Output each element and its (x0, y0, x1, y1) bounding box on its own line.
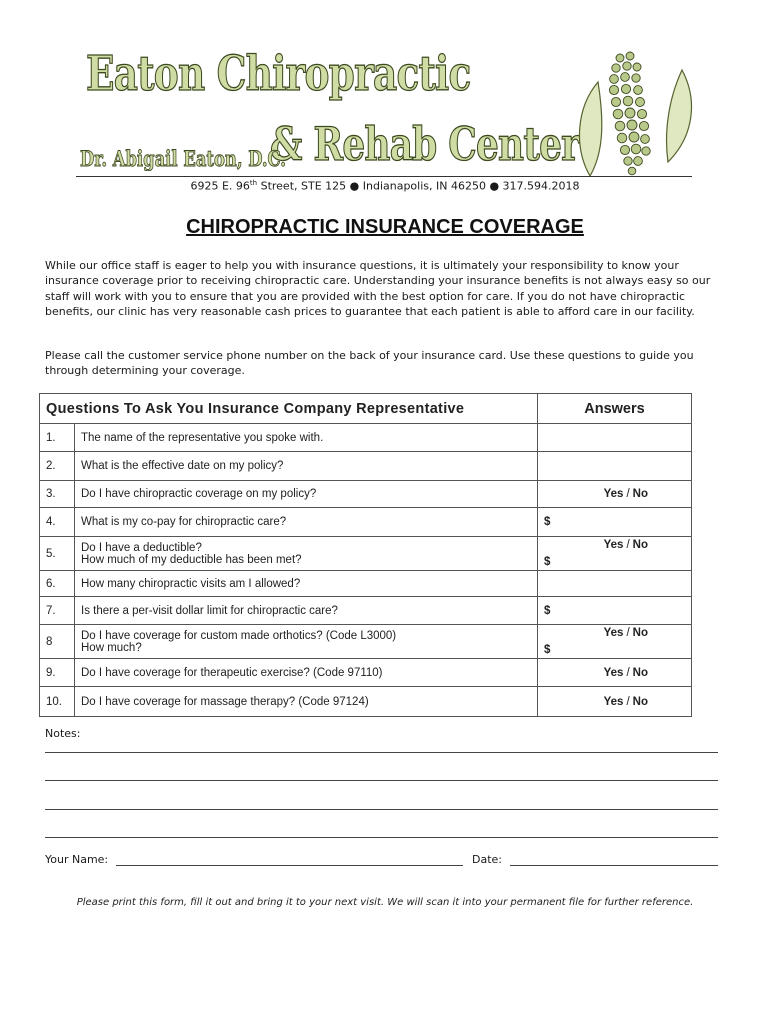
question-number: 7. (40, 597, 75, 625)
notes-line[interactable] (45, 780, 718, 781)
answer-cell[interactable] (538, 508, 692, 537)
table-header-row (40, 394, 692, 424)
questions-column-header: Questions To Ask You Insurance Company Representative (40, 394, 538, 424)
address-ordinal: th (249, 179, 258, 187)
yes-no-choice[interactable] (604, 539, 648, 551)
question-number: 10. (40, 687, 75, 717)
intro-paragraph: While our office staff is eager to help you with insurance questions, it is ultimately your responsibility to know your insurance coverage prior to receiving chiropractic care. Understanding your insurance benefits is not always easy so our staff will work with you to ensure that you are provided with the best option for care. If you do not have chiropractic benefits, our clinic has very reasonable cash prices to guarantee that each patient is able to afford care in our facility. (45, 259, 711, 319)
questions-table (39, 393, 692, 717)
answer-cell[interactable] (538, 424, 692, 452)
name-label: Your Name: (45, 853, 109, 866)
footer-instructions: Please print this form, fill it out and bring it to your next visit. We will scan it into your permanent file for further reference. (76, 897, 694, 908)
answer-cell[interactable] (538, 597, 692, 625)
date-label: Date: (472, 853, 502, 866)
yes-option[interactable]: Yes (603, 488, 624, 500)
question-line: How much of my deductible has been met? (81, 553, 302, 566)
clinic-address (0, 179, 770, 193)
question-text: How many chiropractic visits am I allowed? (75, 571, 538, 597)
yes-no-choice[interactable] (544, 667, 685, 679)
yes-no-choice[interactable] (544, 696, 685, 708)
table-row (40, 687, 692, 717)
question-number: 1. (40, 424, 75, 452)
yes-option[interactable]: Yes (603, 539, 624, 551)
address-rest: Street, STE 125 ● Indianapolis, IN 46250 ● 317.594.2018 (257, 179, 580, 193)
no-option[interactable]: No (632, 666, 648, 679)
logo-doctor-name: Dr. Abigail Eaton, D.C. (80, 146, 287, 171)
dollar-amount-field[interactable]: $ (544, 516, 551, 528)
letterhead-rule (76, 176, 692, 177)
question-line: Do I have a deductible? (81, 541, 202, 554)
table-row (40, 625, 692, 659)
question-number: 3. (40, 481, 75, 508)
yes-option[interactable]: Yes (603, 666, 624, 679)
question-line: How much? (81, 641, 142, 654)
choice-separator: / (626, 488, 630, 500)
question-number: 2. (40, 452, 75, 481)
spine-leaf-icon (570, 44, 700, 184)
name-field[interactable] (116, 865, 463, 866)
answer-cell[interactable] (538, 571, 692, 597)
question-number: 5. (40, 537, 75, 571)
logo-clinic-name: Eaton Chiropractic (86, 46, 471, 102)
address-street-number: 6925 E. 96 (190, 179, 250, 193)
table-row (40, 452, 692, 481)
question-number: 9. (40, 659, 75, 687)
table-row (40, 597, 692, 625)
table-row (40, 571, 692, 597)
answer-cell[interactable] (538, 625, 692, 659)
question-number: 6. (40, 571, 75, 597)
yes-no-choice[interactable] (544, 488, 685, 500)
instructions-paragraph: Please call the customer service phone number on the back of your insurance card. Use these questions to guide you through determining your coverage. (45, 349, 694, 378)
table-row (40, 481, 692, 508)
yes-option[interactable]: Yes (603, 627, 624, 639)
table-row (40, 508, 692, 537)
question-text: Do I have coverage for massage therapy? (Code 97124) (75, 687, 538, 717)
no-option[interactable]: No (632, 488, 648, 500)
notes-line[interactable] (45, 837, 718, 838)
question-text (75, 537, 538, 571)
answer-cell[interactable] (538, 452, 692, 481)
no-option[interactable]: No (632, 695, 648, 708)
choice-separator: / (626, 666, 630, 679)
answer-cell[interactable] (538, 659, 692, 687)
notes-line[interactable] (45, 809, 718, 810)
question-text: Do I have chiropractic coverage on my policy? (75, 481, 538, 508)
question-text: What is my co-pay for chiropractic care? (75, 508, 538, 537)
answer-cell[interactable] (538, 687, 692, 717)
answer-cell[interactable] (538, 481, 692, 508)
table-row (40, 424, 692, 452)
answers-column-header: Answers (538, 394, 692, 424)
question-text: Is there a per-visit dollar limit for chiropractic care? (75, 597, 538, 625)
form-title: CHIROPRACTIC INSURANCE COVERAGE (186, 216, 584, 238)
question-text: What is the effective date on my policy? (75, 452, 538, 481)
choice-separator: / (626, 539, 630, 551)
notes-label: Notes: (45, 727, 81, 740)
table-row (40, 659, 692, 687)
no-option[interactable]: No (632, 539, 648, 551)
question-number: 4. (40, 508, 75, 537)
table-row (40, 537, 692, 571)
answer-cell[interactable] (538, 537, 692, 571)
yes-option[interactable]: Yes (603, 695, 624, 708)
dollar-amount-field[interactable]: $ (544, 644, 551, 656)
dollar-amount-field[interactable]: $ (544, 556, 551, 568)
question-text (75, 625, 538, 659)
date-field[interactable] (510, 865, 718, 866)
question-text: The name of the representative you spoke with. (75, 424, 538, 452)
dollar-amount-field[interactable]: $ (544, 604, 551, 617)
letterhead (0, 0, 770, 200)
no-option[interactable]: No (632, 627, 648, 639)
choice-separator: / (626, 695, 630, 708)
notes-line[interactable] (45, 752, 718, 753)
yes-no-choice[interactable] (604, 627, 648, 639)
logo-clinic-subtitle: & Rehab Center (270, 117, 580, 171)
question-number: 8 (40, 625, 75, 659)
question-line: Do I have coverage for custom made orthotics? (Code L3000) (81, 629, 397, 642)
choice-separator: / (626, 627, 630, 639)
question-text: Do I have coverage for therapeutic exercise? (Code 97110) (75, 659, 538, 687)
